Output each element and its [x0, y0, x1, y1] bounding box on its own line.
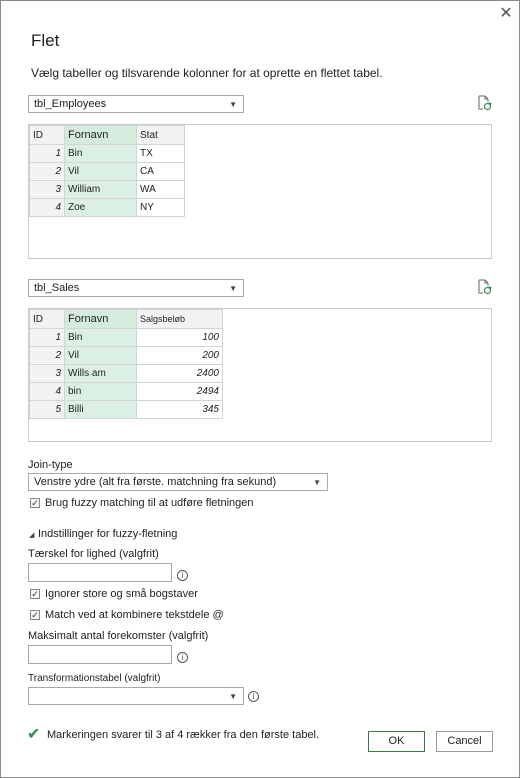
info-icon[interactable]: i [177, 652, 188, 663]
table-cell-fornavn: Wills am [65, 365, 137, 383]
table-cell-fornavn: Billi [65, 401, 137, 419]
match-status-text: Markeringen svarer til 3 af 4 rækker fra den første tabel. [47, 729, 320, 741]
table-cell-id: 5 [30, 401, 65, 419]
table-cell-id: 2 [30, 347, 65, 365]
table2-select-value: tbl_Sales [34, 282, 80, 294]
table1-header-id[interactable]: ID [30, 126, 65, 145]
table1-select[interactable] [28, 95, 244, 113]
join-type-value: Venstre ydre (alt fra første. matchning fra sekund) [34, 476, 277, 488]
table1-grid [29, 125, 185, 217]
table-cell-fornavn: Vil [65, 347, 137, 365]
combine-text-parts-label: Match ved at kombinere tekstdele @ [45, 609, 224, 621]
join-type-select[interactable] [28, 473, 328, 491]
fuzzy-matching-checkbox[interactable]: ✓ [31, 498, 39, 508]
dialog-subtitle: Vælg tabeller og tilsvarende kolonner for at oprette en flettet tabel. [31, 66, 383, 80]
table-cell-id: 3 [30, 181, 65, 199]
table-row [30, 199, 185, 217]
table2-header-row [30, 310, 223, 329]
chevron-down-icon: ▼ [229, 100, 237, 109]
table-cell-fornavn: William [65, 181, 137, 199]
info-icon[interactable]: i [177, 570, 188, 581]
table-cell-amount: 200 [137, 347, 223, 365]
table1-header-row [30, 126, 185, 145]
table-cell-amount: 100 [137, 329, 223, 347]
transform-table-select[interactable] [28, 687, 244, 705]
table-row [30, 347, 223, 365]
refresh-icon[interactable] [476, 95, 492, 111]
info-icon[interactable]: i [248, 691, 259, 702]
fuzzy-matching-label: Brug fuzzy matching til at udføre fletningen [45, 497, 254, 509]
table1-header-stat[interactable]: Stat [137, 126, 185, 145]
checkmark-icon: ✔ [27, 726, 41, 743]
table1-header-fornavn[interactable]: Fornavn [65, 126, 137, 145]
table-row [30, 163, 185, 181]
table-row [30, 181, 185, 199]
table-cell-id: 3 [30, 365, 65, 383]
table-cell-stat: CA [137, 163, 185, 181]
table-cell-id: 1 [30, 329, 65, 347]
table-cell-stat: WA [137, 181, 185, 199]
chevron-down-icon: ▼ [229, 692, 237, 701]
table-cell-id: 2 [30, 163, 65, 181]
table-cell-fornavn: Bin [65, 329, 137, 347]
combine-text-parts-checkbox[interactable]: ✓ [31, 610, 39, 620]
table-row [30, 383, 223, 401]
table-cell-fornavn: Zoe [65, 199, 137, 217]
cancel-button[interactable]: Cancel [436, 731, 493, 752]
chevron-down-icon: ▼ [229, 284, 237, 293]
table-row [30, 145, 185, 163]
table-cell-id: 1 [30, 145, 65, 163]
threshold-label: Tærskel for lighed (valgfrit) [28, 548, 159, 560]
table2-header-fornavn[interactable]: Fornavn [65, 310, 137, 329]
table-cell-amount: 345 [137, 401, 223, 419]
close-icon[interactable]: ✕ [499, 5, 513, 22]
table2-preview [28, 308, 492, 442]
fuzzy-section-label[interactable]: Indstillinger for fuzzy-fletning [38, 528, 178, 540]
table-cell-id: 4 [30, 199, 65, 217]
collapse-triangle-icon[interactable]: ◢ [29, 532, 35, 539]
transform-table-label: Transformationstabel (valgfrit) [28, 673, 161, 684]
ignore-case-checkbox[interactable]: ✓ [31, 589, 39, 599]
table-cell-stat: NY [137, 199, 185, 217]
table-cell-fornavn: Bin [65, 145, 137, 163]
table-row [30, 329, 223, 347]
table-row [30, 365, 223, 383]
max-matches-input[interactable] [28, 645, 172, 664]
table2-header-id[interactable]: ID [30, 310, 65, 329]
table-cell-fornavn: bin [65, 383, 137, 401]
table2-select[interactable] [28, 279, 244, 297]
table-cell-fornavn: Vil [65, 163, 137, 181]
table-row [30, 401, 223, 419]
table2-grid [29, 309, 223, 419]
table-cell-amount: 2494 [137, 383, 223, 401]
dialog-title: Flet [31, 31, 60, 50]
join-type-label: Join-type [28, 459, 73, 471]
ignore-case-label: Ignorer store og små bogstaver [45, 588, 198, 600]
table-cell-stat: TX [137, 145, 185, 163]
ok-button[interactable]: OK [368, 731, 425, 752]
max-matches-label: Maksimalt antal forekomster (valgfrit) [28, 630, 209, 642]
threshold-input[interactable] [28, 563, 172, 582]
table2-header-salgsbelob[interactable]: Salgsbeløb [137, 310, 223, 329]
table-cell-amount: 2400 [137, 365, 223, 383]
table1-select-value: tbl_Employees [34, 98, 107, 110]
table-cell-id: 4 [30, 383, 65, 401]
chevron-down-icon: ▼ [313, 478, 321, 487]
refresh-icon[interactable] [476, 279, 492, 295]
table1-preview [28, 124, 492, 259]
